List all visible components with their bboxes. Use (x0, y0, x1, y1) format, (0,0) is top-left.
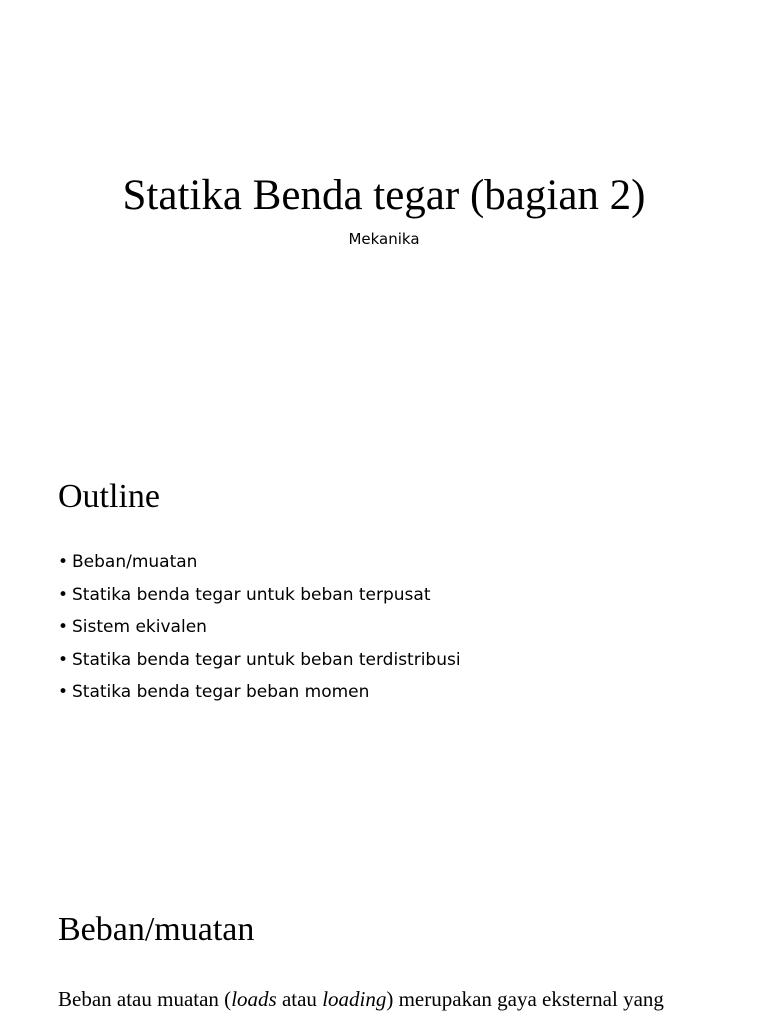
bullet-icon: • (58, 552, 69, 572)
slide-subtitle: Mekanika (348, 230, 420, 248)
slide-title: Statika Benda tegar (bagian 2) (122, 172, 646, 219)
outline-list (58, 549, 461, 712)
list-item-text: Statika benda tegar beban momen (72, 682, 370, 702)
list-item (58, 582, 461, 615)
list-item (58, 647, 461, 680)
outline-slide (0, 432, 768, 864)
list-item-text: Statika benda tegar untuk beban terpusat (72, 584, 431, 605)
list-item (58, 614, 461, 647)
bullet-icon: • (58, 584, 69, 605)
beban-heading: Beban/muatan (58, 911, 255, 948)
list-item-text: Sistem ekivalen (72, 617, 207, 637)
paragraph-text: Beban atau muatan ( (58, 987, 232, 1011)
paragraph-emphasis: loading (322, 987, 387, 1011)
list-item (58, 679, 461, 712)
paragraph-text: atau (276, 987, 323, 1011)
list-item-text: Statika benda tegar untuk beban terdistribusi (72, 649, 461, 670)
title-slide (0, 0, 768, 432)
list-item (58, 549, 461, 582)
bullet-icon: • (58, 682, 69, 702)
bullet-icon: • (58, 617, 69, 637)
beban-paragraph (58, 984, 718, 1014)
list-item-text: Beban/muatan (72, 552, 198, 572)
paragraph-emphasis: loads (231, 987, 277, 1011)
outline-heading: Outline (58, 478, 160, 515)
beban-slide (0, 864, 768, 1024)
paragraph-text: ) merupakan gaya eksternal yang (386, 987, 664, 1011)
bullet-icon: • (58, 649, 69, 670)
